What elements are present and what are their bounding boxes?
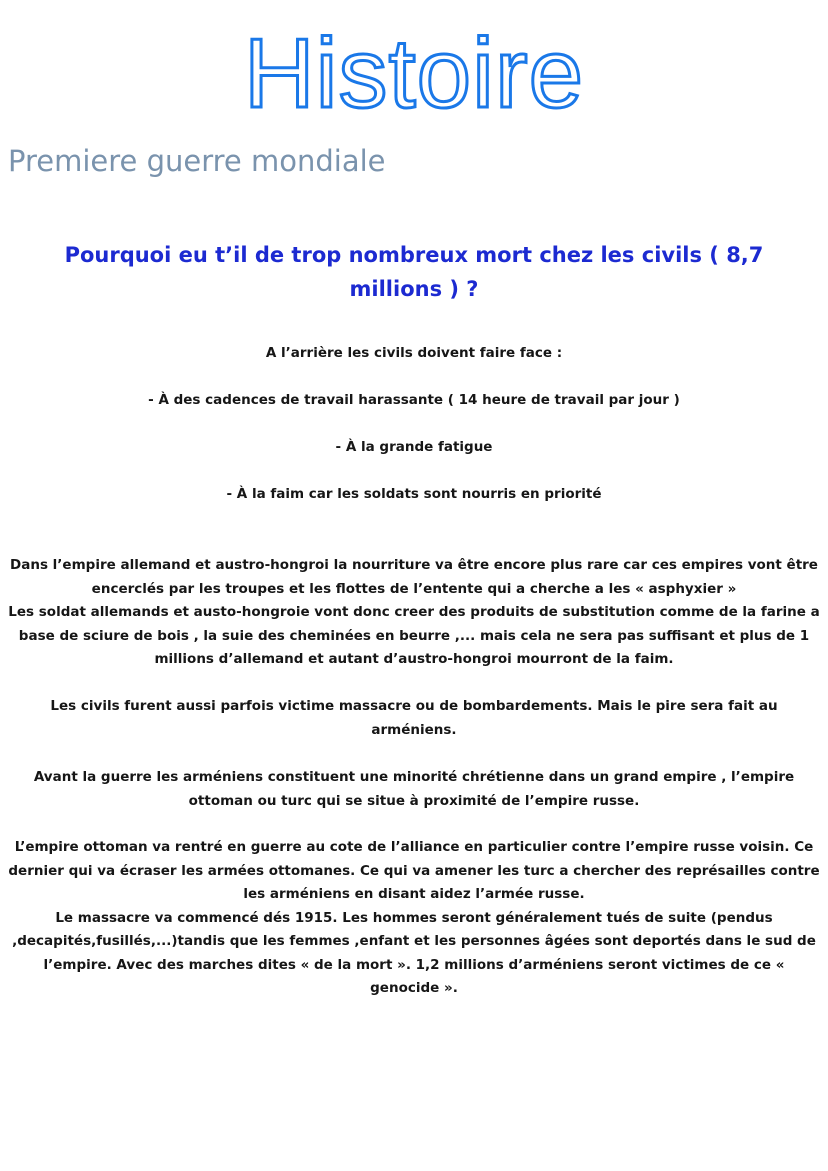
intro-text: A l’arrière les civils doivent faire face :	[265, 345, 563, 361]
paragraph-civils: Les civils furent aussi parfois victime massacre ou de bombardements. Mais le pire sera fait au arméniens.	[50, 698, 778, 738]
paragraph-empire-ottoman	[8, 836, 820, 1001]
paragraph-line: Le massacre va commencé dés 1915. Les hommes seront généralement tués de suite (pendus ,decapités,fusillés,...)tandis que les femmes ,enfant et les personnes âgées sont deportés dans le sud de l’empire. Avec des marches dites « de la mort ». 1,2 millions d’arméniens seront victimes de ce « genocide ».	[12, 909, 816, 996]
paragraph-empire-allemand	[8, 554, 820, 672]
paragraph-line: Les soldat allemands et austo-hongroie vont donc creer des produits de substitution comme de la farine a base de sciure de bois , la suie des cheminées en beurre ,... mais cela ne sera pas suffisant et plus de 1 millions d’allemand et autant d’austro-hongroi mourront de la faim.	[8, 604, 820, 667]
bullet-item: - À des cadences de travail harassante ( 14 heure de travail par jour )	[148, 392, 680, 408]
page-subtitle: Premiere guerre mondiale	[8, 144, 386, 178]
bullet-item: - À la faim car les soldats sont nourris en priorité	[226, 486, 602, 502]
paragraph-line: Dans l’empire allemand et austro-hongroi la nourriture va être encore plus rare car ces empires vont être encerclés par les troupes et les flottes de l’entente qui a cherche a les « asphyxier »	[10, 557, 818, 597]
question-heading: Pourquoi eu t’il de trop nombreux mort chez les civils ( 8,7 millions ) ?	[64, 243, 764, 301]
bullet-item: - À la grande fatigue	[335, 439, 493, 455]
paragraph-avant-guerre: Avant la guerre les arméniens constituent une minorité chrétienne dans un grand empire , l’empire ottoman ou turc qui se situe à proximité de l’empire russe.	[33, 769, 795, 809]
paragraph-line: L’empire ottoman va rentré en guerre au cote de l’alliance en particulier contre l’empire russe voisin. Ce dernier qui va écraser les armées ottomanes. Ce qui va amener les turc a chercher des représailles contre les arméniens en disant aidez l’armée russe.	[8, 839, 820, 902]
page-title: Histoire	[243, 18, 585, 128]
